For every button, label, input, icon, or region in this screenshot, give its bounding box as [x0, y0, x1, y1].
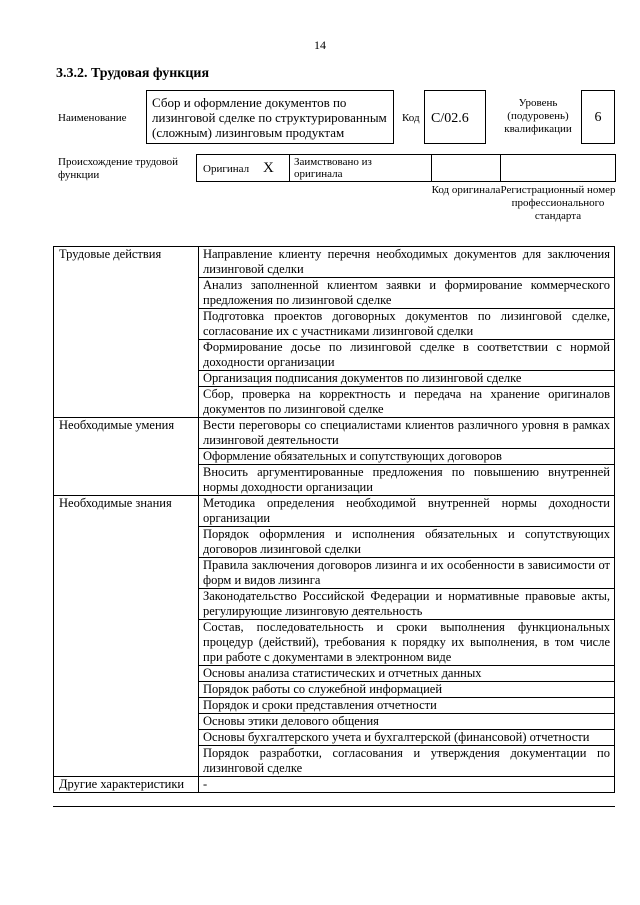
item-cell: Порядок работы со служебной информацией [199, 682, 615, 698]
page-number: 14 [314, 38, 326, 52]
reg-number-cell [500, 154, 616, 182]
item-cell: Основы анализа статистических и отчетных данных [199, 666, 615, 682]
item-cell: Правила заключения договоров лизинга и их особенности в зависимости от форм и видов лизинга [199, 558, 615, 589]
original-cell [196, 154, 290, 182]
category-cell: Необходимые умения [54, 418, 199, 496]
item-cell: Вносить аргументированные предложения по повышению внутренней нормы доходности организации [199, 465, 615, 496]
level-label: Уровень (подуровень) квалификации [504, 97, 572, 135]
code-label: Код [402, 112, 420, 124]
table-row [54, 247, 615, 278]
category-cell: Трудовые действия [54, 247, 199, 418]
item-cell: Организация подписания документов по лизинговой сделке [199, 371, 615, 387]
name-label: Наименование [58, 112, 127, 124]
origin-label: Происхождение трудовой функции [58, 156, 179, 181]
item-cell: Методика определения необходимой внутренней нормы доходности организации [199, 496, 615, 527]
item-cell: Порядок разработки, согласования и утверждения документации по лизинговой сделке [199, 746, 615, 777]
borrowed-label: Заимствовано из оригинала [294, 156, 372, 180]
table-row [54, 777, 615, 793]
bottom-rule [53, 806, 615, 807]
reg-number-caption: Регистрационный номер профессионального стандарта [500, 184, 616, 222]
origin-code-cell [431, 154, 501, 182]
item-cell: Основы бухгалтерского учета и бухгалтерской (финансовой) отчетности [199, 730, 615, 746]
origin-code-caption: Код оригинала [431, 184, 501, 196]
origin-row [196, 154, 616, 182]
original-mark: X [263, 160, 274, 176]
original-label: Оригинал [203, 163, 250, 175]
category-cell: Необходимые знания [54, 496, 199, 777]
function-name-value: Сбор и оформление документов по лизинговой сделке по структурированным (сложным) лизинговым продуктам [146, 90, 394, 144]
item-cell: Анализ заполненной клиентом заявки и формирование коммерческого предложения по лизинговой сделке [199, 278, 615, 309]
borrowed-cell [289, 154, 432, 182]
item-cell: Оформление обязательных и сопутствующих договоров [199, 449, 615, 465]
item-cell: Порядок оформления и исполнения обязательных и сопутствующих договоров лизинговой сделки [199, 527, 615, 558]
item-cell: Формирование досье по лизинговой сделке в соответствии с нормой доходности организации [199, 340, 615, 371]
table-row [54, 418, 615, 449]
section-heading: 3.3.2. Трудовая функция [56, 66, 210, 81]
item-cell: Направление клиенту перечня необходимых документов для заключения лизинговой сделки [199, 247, 615, 278]
category-cell: Другие характеристики [54, 777, 199, 793]
item-cell: - [199, 777, 615, 793]
item-cell: Сбор, проверка на корректность и передача на хранение оригиналов документов по лизинговой сделке [199, 387, 615, 418]
labor-function-table [53, 246, 615, 793]
item-cell: Подготовка проектов договорных документов по лизинговой сделке, согласование их с участниками лизинговой сделки [199, 309, 615, 340]
table-row [54, 496, 615, 527]
item-cell: Порядок и сроки представления отчетности [199, 698, 615, 714]
item-cell: Состав, последовательность и сроки выполнения функциональных процедур (действий), требования к порядку их выполнения, в том числе при работе с документами в электронном виде [199, 620, 615, 666]
level-value: 6 [581, 90, 615, 144]
item-cell: Основы этики делового общения [199, 714, 615, 730]
item-cell: Вести переговоры со специалистами клиентов различного уровня в рамках лизинговой деятельности [199, 418, 615, 449]
item-cell: Законодательство Российской Федерации и нормативные правовые акты, регулирующие лизинговую деятельность [199, 589, 615, 620]
code-value: C/02.6 [424, 90, 486, 144]
